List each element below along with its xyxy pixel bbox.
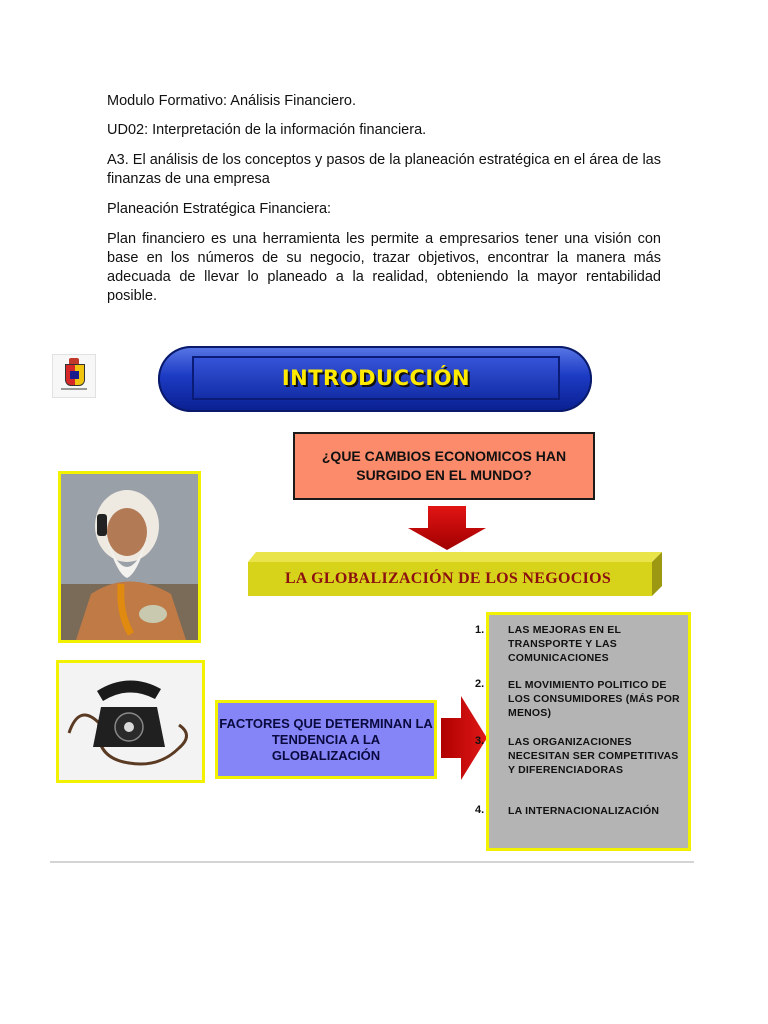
list-number: 1. xyxy=(475,624,485,636)
globalization-title: LA GLOBALIZACIÓN DE LOS NEGOCIOS xyxy=(284,570,612,587)
list-item-transport: LAS MEJORAS EN EL TRANSPORTE Y LAS COMUNICACIONES xyxy=(508,624,621,664)
factors-box xyxy=(215,700,437,779)
logo-caption xyxy=(61,388,87,390)
shield-icon xyxy=(65,364,85,386)
list-number: 2. xyxy=(475,678,485,690)
list-item-internationalization: LA INTERNACIONALIZACIÓN xyxy=(508,805,660,817)
intro-title: INTRODUCCIÓN xyxy=(281,366,471,390)
down-arrow-icon xyxy=(408,506,486,550)
section-heading: Planeación Estratégica Financiera: xyxy=(107,201,332,217)
intro-banner-panel xyxy=(192,356,560,400)
module-title: Modulo Formativo: Análisis Financiero. xyxy=(107,93,357,109)
intro-banner xyxy=(158,346,592,412)
list-number: 4. xyxy=(475,804,485,816)
question-text: ¿QUE CAMBIOS ECONOMICOS HAN SURGIDO EN EL MUNDO? xyxy=(321,448,567,483)
factors-text: FACTORES QUE DETERMINAN LA TENDENCIA A LA GLOBALIZACIÓN xyxy=(219,715,433,763)
list-item-consumers: EL MOVIMIENTO POLITICO DE LOS CONSUMIDORES (MÁS POR MENOS) xyxy=(508,679,680,719)
page-divider xyxy=(50,861,694,863)
activity-title: A3. El análisis de los conceptos y pasos de la planeación estratégica en el área de las finanzas de una empresa xyxy=(107,152,661,187)
body-paragraph: Plan financiero es una herramienta les permite a empresarios tener una visión con base en los números de su negocio, trazar objetivos, encontrar la manera más adecuada de llevar lo planeado a la realidad, obteniendo la mayor rentabilidad posible. xyxy=(107,231,661,304)
unit-title: UD02: Interpretación de la información financiera. xyxy=(107,122,427,138)
man-with-phone-photo xyxy=(58,471,201,643)
list-item-organizations: LAS ORGANIZACIONES NECESITAN SER COMPETITIVAS Y DIFERENCIADORAS xyxy=(508,736,679,776)
list-number: 3. xyxy=(475,735,485,747)
man-illustration xyxy=(61,474,198,640)
old-telephone-photo xyxy=(56,660,205,783)
question-box xyxy=(293,432,595,500)
university-logo xyxy=(52,354,96,398)
telephone-illustration xyxy=(59,663,202,780)
